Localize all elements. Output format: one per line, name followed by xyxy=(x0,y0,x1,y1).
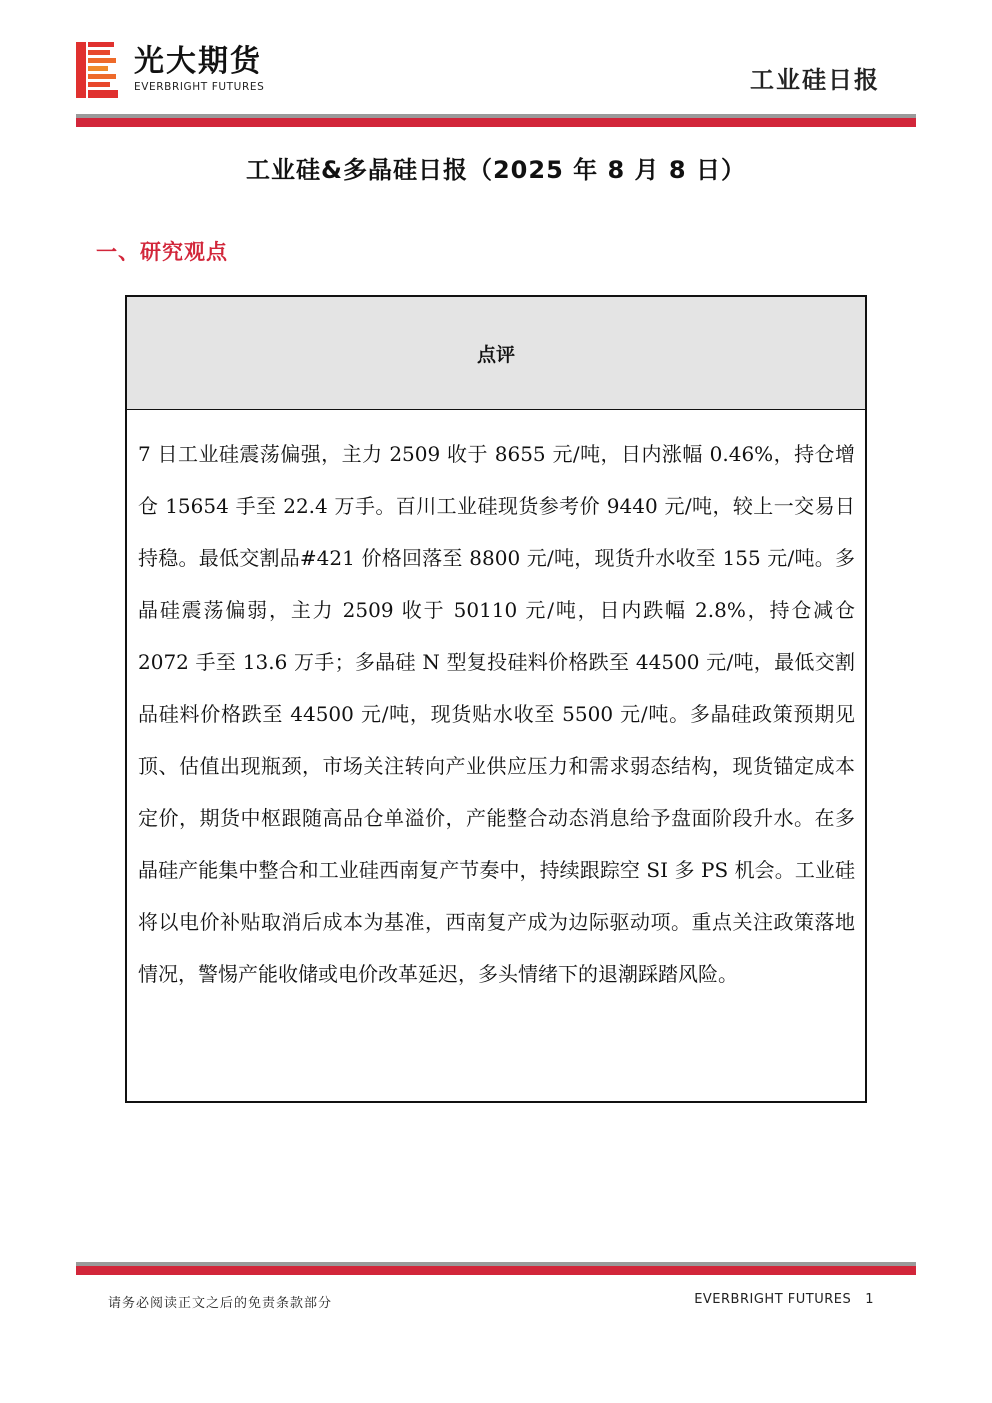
footer-company: EVERBRIGHT FUTURES xyxy=(694,1292,852,1307)
section-heading-research: 一、研究观点 xyxy=(96,240,228,264)
header-divider-red xyxy=(76,118,916,127)
comment-table-header xyxy=(127,297,865,410)
footer-right xyxy=(694,1292,874,1307)
footer-divider-red xyxy=(76,1266,916,1275)
logo-english-name: EVERBRIGHT FUTURES xyxy=(134,81,265,93)
comment-table xyxy=(125,295,867,1103)
comment-body-text: 7 日工业硅震荡偏强，主力 2509 收于 8655 元/吨，日内涨幅 0.46%，持仓增仓 15654 手至 22.4 万手。百川工业硅现货参考价 9440 元/吨，较上一交易日持稳。最低交割品#421 价格回落至 8800 元/吨，现货升水收至 155 元/吨。多晶硅震荡偏弱，主力 2509 收于 50110 元/吨，日内跌幅 2.8%，持仓减仓 2072 手至 13.6 万手；多晶硅 N 型复投硅料价格跌至 44500 元/吨，最低交割品硅料价格跌至 44500 元/吨，现货贴水收至 5500 元/吨。多晶硅政策预期见顶、估值出现瓶颈，市场关注转向产业供应压力和需求弱态结构，现货锚定成本定价，期货中枢跟随高品仓单溢价，产能整合动态消息给予盘面阶段升水。在多晶硅产能集中整合和工业硅西南复产节奏中，持续跟踪空 SI 多 PS 机会。工业硅将以电价补贴取消后成本为基准，西南复产成为边际驱动项。重点关注政策落地情况，警惕产能收储或电价改革延迟，多头情绪下的退潮踩踏风险。 xyxy=(138,442,855,986)
document-title: 工业硅&多晶硅日报（2025 年 8 月 8 日） xyxy=(246,156,746,184)
page-number: 1 xyxy=(865,1292,874,1307)
comment-header-label: 点评 xyxy=(476,343,515,366)
everbright-logo-icon xyxy=(76,42,118,98)
footer-disclaimer: 请务必阅读正文之后的免责条款部分 xyxy=(108,1296,333,1311)
logo-chinese-name: 光大期货 xyxy=(134,44,262,79)
company-logo xyxy=(76,42,296,98)
report-type-title: 工业硅日报 xyxy=(750,66,880,94)
